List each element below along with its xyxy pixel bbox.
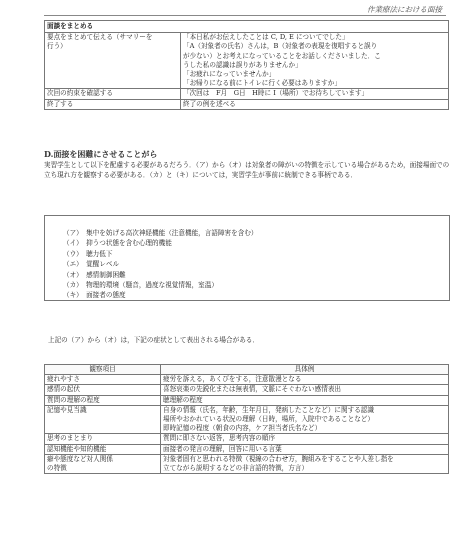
example-cell xyxy=(161,454,449,473)
example-line: 対象者固有と思われる特徴（視線の合わせ方，腕組みをすることや人差し指を xyxy=(163,454,394,463)
list-item: （オ） 感情制御困難 xyxy=(63,270,126,279)
table-row xyxy=(45,454,449,473)
table-row xyxy=(45,375,449,385)
closing-interview-table xyxy=(44,20,449,110)
content-line: 「本日私がお伝えしたことは C, D, E についてでした」 xyxy=(183,33,349,42)
example-cell xyxy=(161,434,449,444)
section-title: D.面接を困難にさせることがら xyxy=(44,149,158,159)
example-cell xyxy=(161,375,449,385)
example-line: 疲労を訴える，あくびをする，注意散漫となる xyxy=(163,375,302,384)
content-line: 「お帰りになる前にトイレに行く必要はありますか」 xyxy=(183,79,341,88)
example-line: 立てながら説明するなどの非言語的特徴，方言） xyxy=(163,464,309,473)
example-cell xyxy=(161,395,449,405)
label-line: 次回の約束を確認する xyxy=(47,89,113,98)
item-cell xyxy=(45,375,161,385)
label-line: 行う） xyxy=(47,42,67,51)
example-cell xyxy=(161,385,449,395)
list-item: （カ） 物理的環境（騒音，過度な視覚情報，室温） xyxy=(63,281,218,290)
example-line: 聴理解の程度 xyxy=(163,395,203,404)
example-line: 即時記憶の程度（朝食の内容，ケア担当者氏名など） xyxy=(163,424,322,433)
item-cell xyxy=(45,454,161,473)
closing-table-title: 面談をまとめる xyxy=(45,21,449,33)
row-content xyxy=(181,99,449,109)
factor-box xyxy=(44,215,450,301)
row-label xyxy=(45,89,181,99)
content-line: 「お疲れになっていませんか」 xyxy=(183,70,276,79)
table-row xyxy=(45,89,449,99)
label-line: 終了する xyxy=(47,99,74,108)
item-cell xyxy=(45,385,161,395)
symptom-table xyxy=(44,364,449,474)
factor-list xyxy=(63,228,258,301)
table-row xyxy=(45,405,449,434)
row-content xyxy=(181,33,449,89)
example-cell xyxy=(161,444,449,454)
item-line: 疲れやすさ xyxy=(47,375,80,384)
table-intro: 上記の（ア）から（オ）は，下記の症状として表出される場合がある． xyxy=(48,336,259,344)
row-content xyxy=(181,89,449,99)
table-row xyxy=(45,444,449,454)
content-line: うした私の認識は誤りがありませんか」 xyxy=(183,60,302,69)
example-line: 場所やおかれている状況の理解（日時，場所，入院中であることなど） xyxy=(163,415,374,424)
example-line: 面接者の発言の理解，回答に用いる言葉 xyxy=(163,444,282,453)
running-header: 作業療法における面接 xyxy=(367,5,442,14)
item-line: 思考のまとまり xyxy=(47,434,94,443)
label-line: 要点をまとめて伝える（サマリーを xyxy=(47,33,153,42)
list-item: （イ） 抑うつ状態を含む心理的機能 xyxy=(63,239,172,248)
example-line: 喜怒哀楽の先鋭化または無表情，文脈にそぐわない感情表出 xyxy=(163,385,342,394)
table-row xyxy=(45,99,449,109)
item-line: の特徴 xyxy=(47,464,67,473)
table-header-row xyxy=(45,365,449,375)
column-header: 観察項目 xyxy=(45,365,161,375)
content-line: 「次回は F月 G日 H時に I（場所）でお待ちしています」 xyxy=(183,89,369,98)
table-row xyxy=(45,385,449,395)
item-cell xyxy=(45,405,161,434)
table-row xyxy=(45,395,449,405)
content-line: が少ない）とお考えになっていることをお話しくださいました．こ xyxy=(183,51,381,60)
item-cell xyxy=(45,434,161,444)
section-paragraph: 実習学生として以下を配慮する必要があるだろう．（ア）から（オ）は対象者の障がいの特徴を示している場合があるため，面接場面での立ち現れ方を観察する必要がある．（カ）と（キ）については，実習学生が事前に統制できる事柄である． xyxy=(44,161,450,179)
list-item: （キ） 面接者の態度 xyxy=(63,291,126,300)
example-line: 質問に即さない返答，思考内容の順序 xyxy=(163,434,276,443)
header-divider xyxy=(44,15,446,16)
example-line: 自身の情報（氏名，年齢，生年月日，発病したことなど）に関する認識 xyxy=(163,405,374,414)
content-line: 終了の例を述べる xyxy=(183,99,236,108)
example-cell xyxy=(161,405,449,434)
item-cell xyxy=(45,444,161,454)
item-line: 認知機能や知的機能 xyxy=(47,444,107,453)
content-line: 「A（対象者の氏名）さんは，B（対象者の表現を復唱すると誤り xyxy=(183,42,378,51)
list-item: （エ） 覚醒レベル xyxy=(63,260,120,269)
item-line: 記憶や見当識 xyxy=(47,405,87,414)
table-row xyxy=(45,33,449,89)
item-cell xyxy=(45,395,161,405)
item-line: 癖や態度など対人関係 xyxy=(47,454,113,463)
table-row xyxy=(45,434,449,444)
column-header: 具体例 xyxy=(161,365,449,375)
list-item: （ア） 集中を妨げる高次神経機能（注意機能，言語障害を含む） xyxy=(63,229,258,237)
list-item: （ウ） 聴力低下 xyxy=(63,249,113,258)
item-line: 感情の起伏 xyxy=(47,385,80,394)
row-label xyxy=(45,33,181,89)
item-line: 質問の理解の程度 xyxy=(47,395,100,404)
row-label xyxy=(45,99,181,109)
